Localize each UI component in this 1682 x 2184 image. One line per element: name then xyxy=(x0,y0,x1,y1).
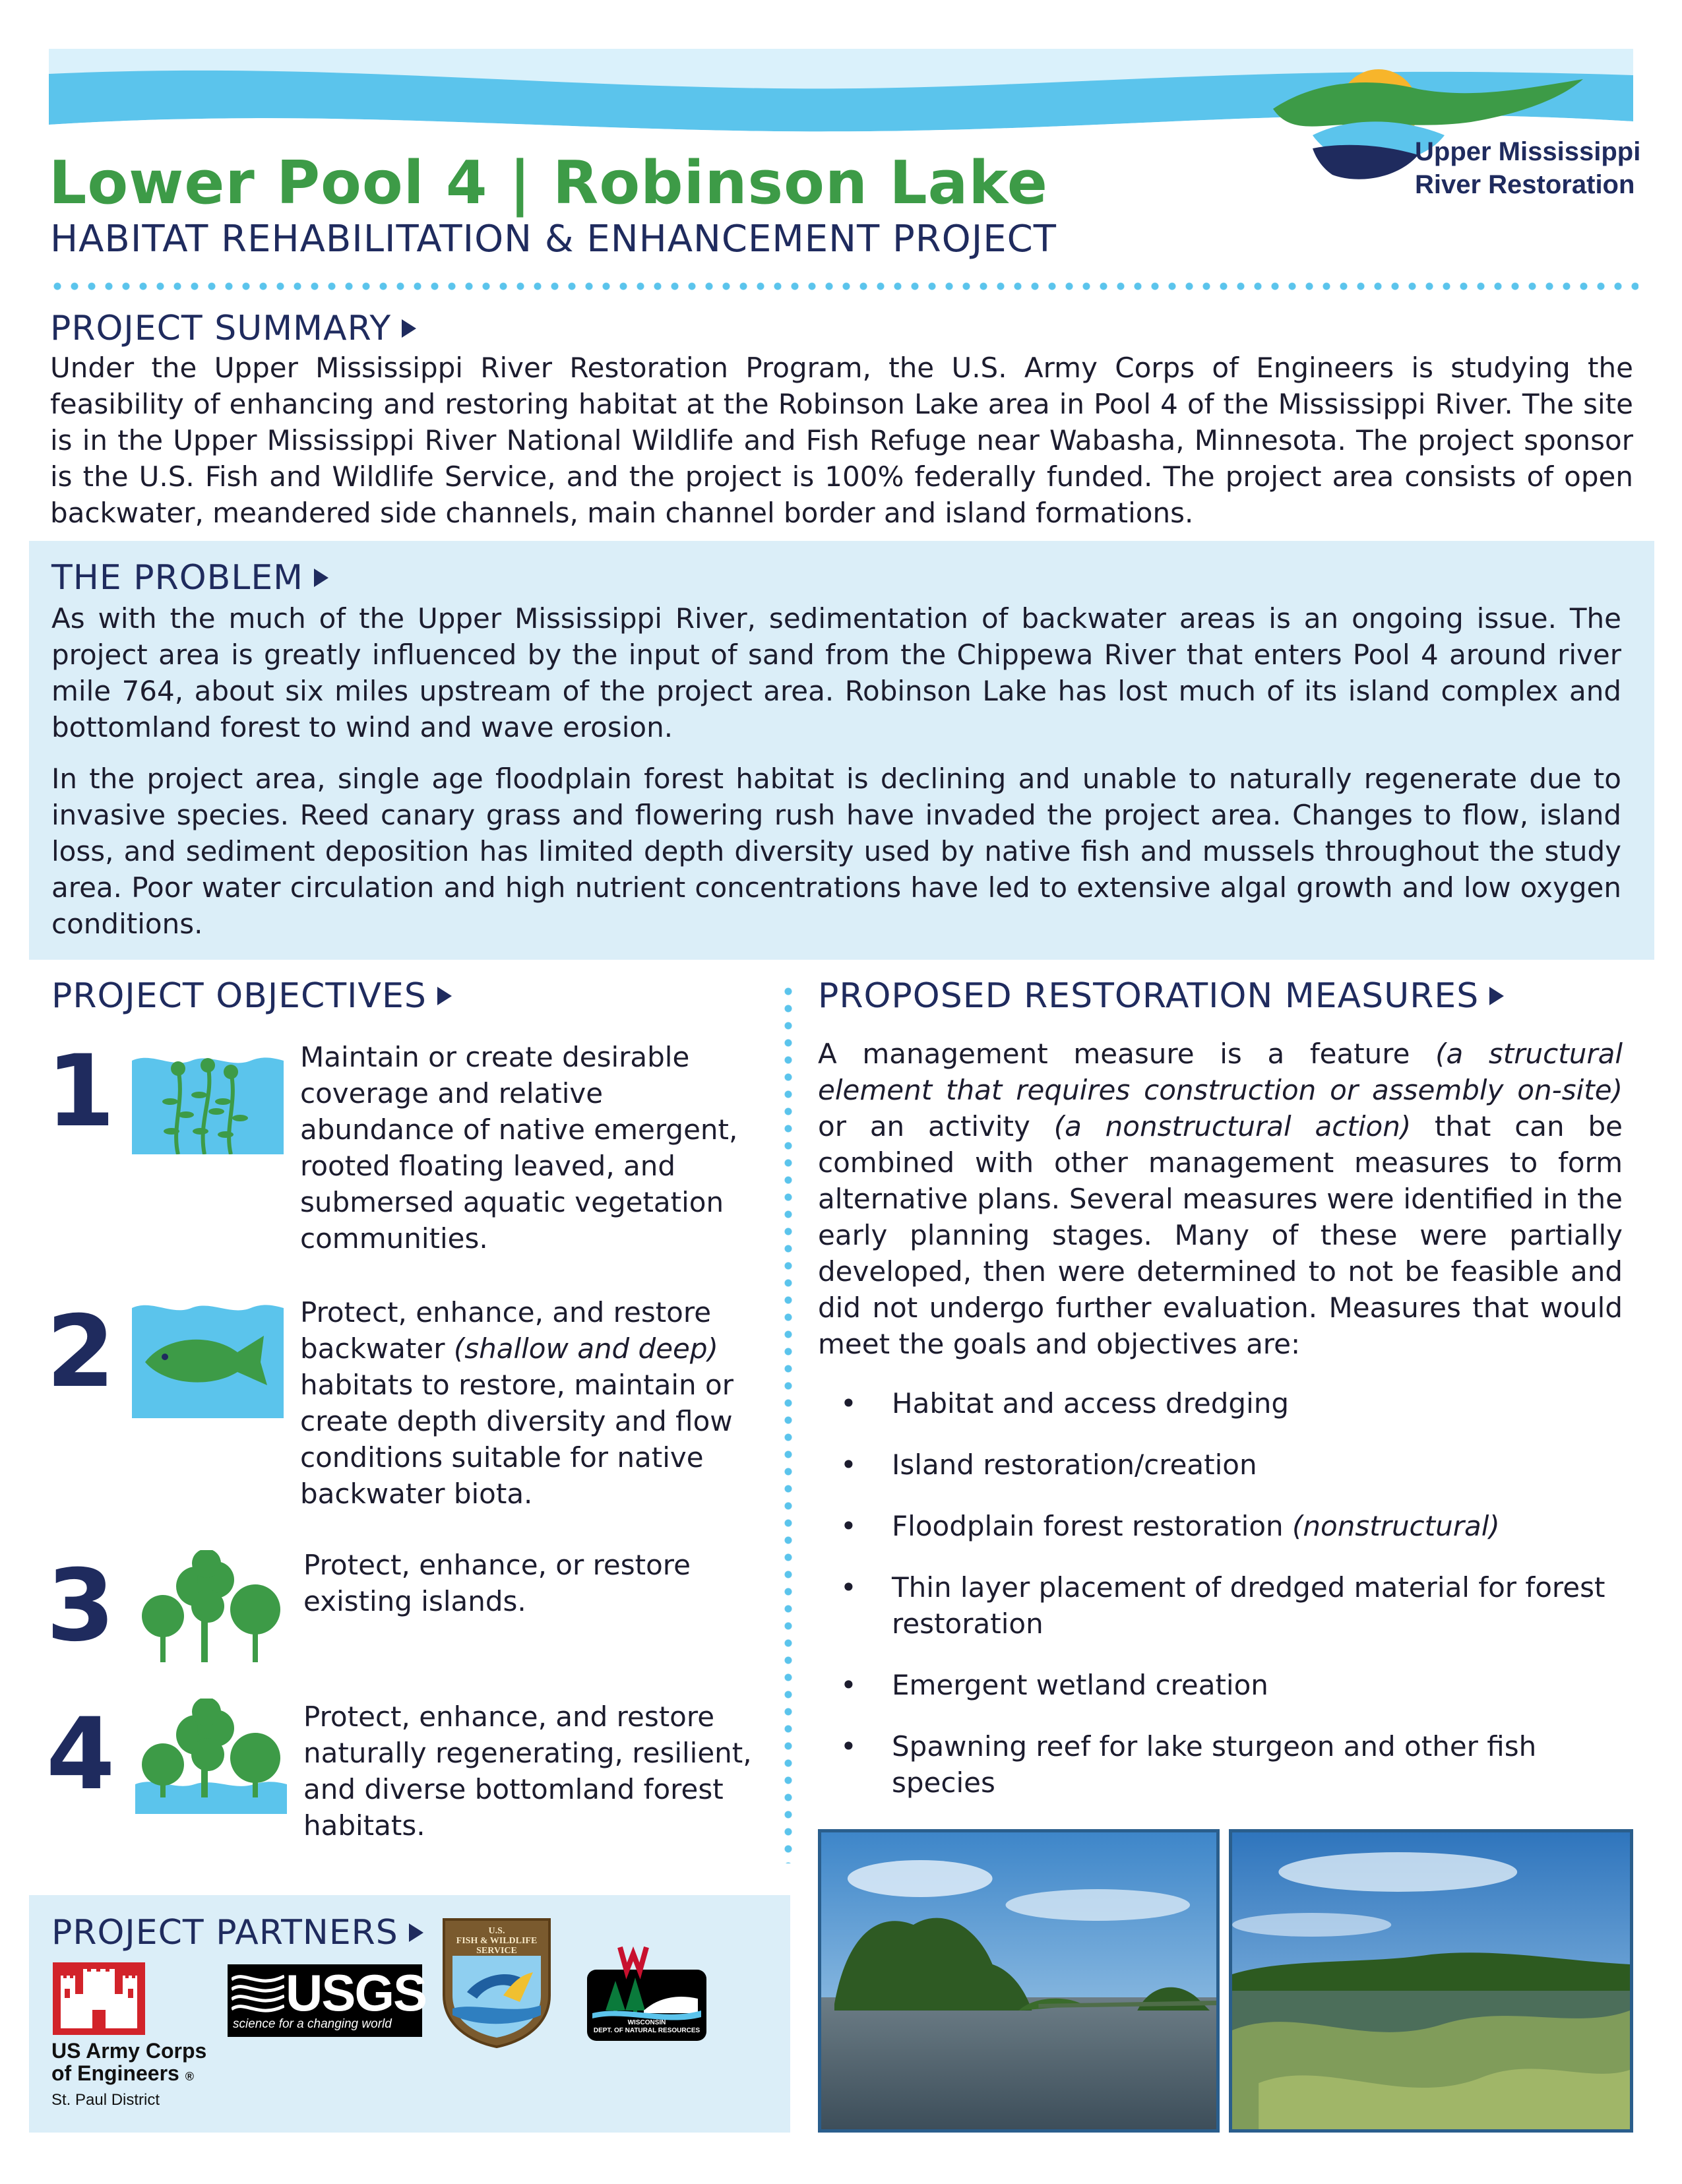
problem-heading xyxy=(51,558,328,598)
fws-line-1: U.S. xyxy=(488,1926,505,1936)
measures-intro-3: that can be combined with other management measures to form alternative plans. Several measures were identified in the early planning stages. Many of these were partially developed, then were determined to not be feasible and did not undergo further evaluation. Measures that would meet the goals and objectives are: xyxy=(818,1110,1623,1360)
usace-line-2 xyxy=(51,2062,206,2088)
logo-line-1: Upper Mississippi xyxy=(1415,137,1641,166)
list-item: • Habitat and access dredging xyxy=(818,1385,1636,1421)
usace-line-1: US Army Corps xyxy=(51,2039,207,2063)
lake-photo-algae xyxy=(1229,1829,1633,2133)
usace-line-2-text: of Engineers xyxy=(51,2061,179,2085)
measures-intro-em-2: (a nonstructural action) xyxy=(1053,1110,1412,1142)
trees-water-icon xyxy=(135,1699,287,1814)
usace-castle-logo xyxy=(53,1962,145,2035)
fws-line-2: FISH & WILDLIFE xyxy=(456,1936,538,1946)
usace-name xyxy=(51,2040,206,2088)
usgs-wordmark: USGS xyxy=(286,1964,427,2022)
list-item xyxy=(818,1508,1636,1544)
measures-intro-2: or an activity xyxy=(818,1110,1054,1142)
trees-icon xyxy=(135,1550,287,1662)
page-subtitle: HABITAT REHABILITATION & ENHANCEMENT PROJECT xyxy=(50,218,1057,261)
wi-dnr-logo xyxy=(586,1945,708,2042)
objective-number-2: 2 xyxy=(46,1295,115,1410)
objective-text-2 xyxy=(300,1294,755,1512)
problem-paragraph-2: In the project area, single age floodplain forest habitat is declining and unable to naturally regenerate due to invasive species. Reed canary grass and flowering rush have invaded the project area. Changes to flow, island loss, and sediment deposition has limited depth diversity used by native fish and mussels throughout the study area. Poor water circulation and high nutrient concentrations have led to extensive algal growth and low oxygen conditions. xyxy=(51,763,1621,940)
summary-text: Under the Upper Mississippi River Restoration Program, the U.S. Army Corps of Engineers is studying the feasibility of enhancing and restoring habitat at the Robinson Lake area in Pool 4 of the Mississippi River. The site is in the Upper Mississippi River National Wildlife and Fish Refuge near Wabasha, Minnesota. The project sponsor is the U.S. Fish and Wildlife Service, and the project is 100% federally funded. The project area consists of open backwater, meandered side channels, main channel border and island formations. xyxy=(50,352,1633,529)
triangle-arrow-icon xyxy=(314,569,328,587)
measures-heading-text: PROPOSED RESTORATION MEASURES xyxy=(818,976,1480,1016)
lake-photo-island xyxy=(818,1829,1220,2133)
objective-number-4: 4 xyxy=(46,1697,115,1812)
page-title: Lower Pool 4 | Robinson Lake xyxy=(49,148,1048,218)
objective-text-3: Protect, enhance, or restore existing islands. xyxy=(303,1549,691,1617)
wi-dnr-name xyxy=(586,2019,708,2035)
problem-paragraph-1: As with the much of the Upper Mississippi River, sedimentation of backwater areas is an ongoing issue. The project area is greatly influenced by the input of sand from the Chippewa River that enters Pool 4 around river mile 764, about six miles upstream of the project area. Robinson Lake has lost much of its island complex and bottomland forest to wind and wave erosion. xyxy=(51,602,1621,743)
dotted-divider xyxy=(49,282,1638,291)
wi-dnr-line-2: DEPT. OF NATURAL RESOURCES xyxy=(593,2027,701,2034)
objectives-heading xyxy=(51,976,452,1016)
objective-text-2a: Protect, enhance, and restore backwater xyxy=(300,1296,712,1365)
usace-registered-mark: ® xyxy=(185,2070,194,2083)
objective-text-2b: habitats to restore, maintain or create depth diversity and flow conditions suitable for native backwater biota. xyxy=(300,1369,733,1510)
wi-dnr-line-1: WISCONSIN xyxy=(627,2019,666,2026)
logo-line-2: River Restoration xyxy=(1415,170,1635,199)
measures-intro-em-1: (a structural element that requires construction or assembly on-site) xyxy=(818,1038,1623,1106)
triangle-arrow-icon xyxy=(402,319,416,338)
measures-intro-1: A management measure is a feature xyxy=(818,1038,1436,1070)
fws-shield-logo xyxy=(441,1916,553,2048)
objective-text-4: Protect, enhance, and restore naturally regenerating, resilient, and diverse bottomland forest habitats. xyxy=(303,1700,752,1842)
logo-text xyxy=(1415,135,1640,201)
objectives-heading-text: PROJECT OBJECTIVES xyxy=(51,976,427,1016)
triangle-arrow-icon xyxy=(437,987,452,1005)
partners-heading xyxy=(51,1913,423,1952)
list-item: • Emergent wetland creation xyxy=(818,1667,1636,1703)
objective-number-1: 1 xyxy=(46,1034,115,1149)
objective-number-3: 3 xyxy=(46,1549,115,1664)
measures-heading xyxy=(818,976,1504,1016)
list-item-em: (nonstructural) xyxy=(1292,1510,1500,1542)
triangle-arrow-icon xyxy=(1489,987,1504,1005)
measures-intro xyxy=(818,1036,1623,1362)
objective-text-1: Maintain or create desirable coverage and relative abundance of native emergent, rooted floating leaved, and submersed aquatic vegetation communities. xyxy=(300,1041,738,1255)
vertical-dotted-divider xyxy=(784,983,793,1863)
triangle-arrow-icon xyxy=(409,1923,423,1942)
problem-heading-text: THE PROBLEM xyxy=(51,558,304,598)
list-item: • Spawning reef for lake sturgeon and other fish species xyxy=(818,1728,1636,1801)
summary-heading xyxy=(50,309,416,348)
objective-text-2-em: (shallow and deep) xyxy=(453,1332,718,1365)
usgs-wave-icon xyxy=(232,1970,284,2016)
partners-heading-text: PROJECT PARTNERS xyxy=(51,1913,398,1952)
list-item: • Island restoration/creation xyxy=(818,1447,1636,1483)
fws-line-3: SERVICE xyxy=(476,1946,517,1956)
list-item: • Thin layer placement of dredged material for forest restoration xyxy=(818,1569,1636,1642)
fish-icon xyxy=(132,1296,284,1418)
fws-name xyxy=(441,1926,553,1956)
list-item-text: Floodplain forest restoration xyxy=(892,1510,1292,1542)
usace-district: St. Paul District xyxy=(51,2091,160,2109)
usgs-tagline: science for a changing world xyxy=(233,2017,392,2031)
aquatic-plants-icon xyxy=(132,1049,284,1154)
measures-list xyxy=(818,1385,1636,1826)
summary-heading-text: PROJECT SUMMARY xyxy=(50,309,392,348)
usgs-logo xyxy=(228,1964,427,2037)
